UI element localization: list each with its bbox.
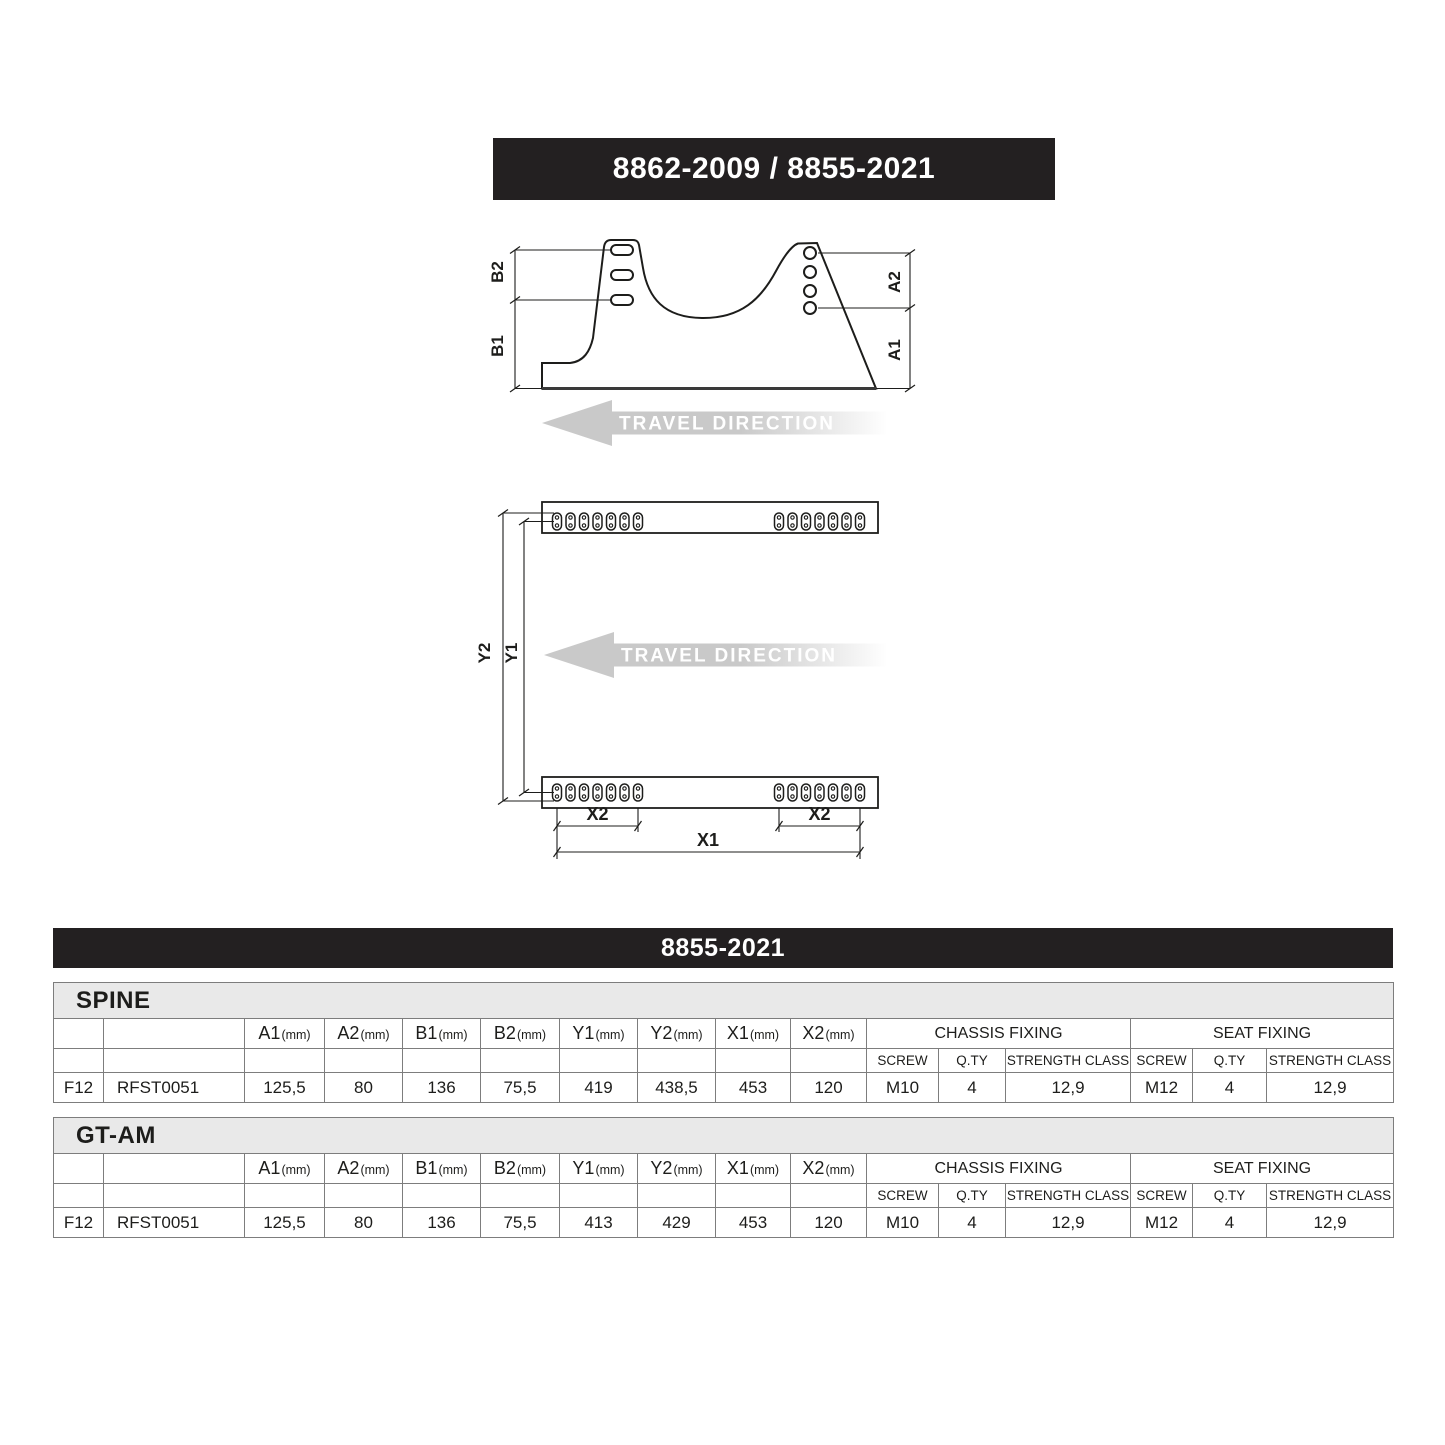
empty-cell [403, 1049, 481, 1073]
dim-key: A2 [337, 1023, 360, 1043]
cell-seat-qty: 4 [1193, 1208, 1267, 1238]
dim-unit: (mm) [595, 1028, 625, 1042]
col-header-x1 [716, 1154, 791, 1184]
spec-table-spine [53, 982, 1394, 1103]
table-subheader-row [54, 1049, 1394, 1073]
dim-unit: (mm) [825, 1163, 855, 1177]
cell-b1: 136 [403, 1073, 481, 1103]
subheader-screw: SCREW [867, 1049, 939, 1073]
empty-cell [104, 1049, 245, 1073]
col-header-seat-fixing: SEAT FIXING [1131, 1019, 1394, 1049]
dimension-label-x2-left: X2 [586, 804, 609, 824]
cell-a1: 125,5 [245, 1208, 325, 1238]
table-header-row [54, 1019, 1394, 1049]
dimension-label-a1: A1 [885, 339, 904, 361]
subheader-screw: SCREW [867, 1184, 939, 1208]
cell-chassis-screw: M10 [867, 1073, 939, 1103]
empty-cell [245, 1184, 325, 1208]
cell-code: RFST0051 [104, 1073, 245, 1103]
dim-key: B1 [415, 1023, 438, 1043]
cell-y1: 413 [560, 1208, 638, 1238]
table-title: SPINE [54, 983, 1394, 1019]
travel-direction-text: TRAVEL DIRECTION [620, 645, 838, 667]
col-header-b2 [481, 1019, 560, 1049]
dim-key: X2 [802, 1023, 825, 1043]
travel-direction-arrow [542, 400, 886, 446]
cell-x2: 120 [791, 1208, 867, 1238]
col-header-a1 [245, 1019, 325, 1049]
subheader-qty: Q.TY [939, 1049, 1006, 1073]
col-header-y1 [560, 1019, 638, 1049]
dimension-label-a2: A2 [885, 271, 904, 293]
empty-cell [560, 1184, 638, 1208]
dim-key: A2 [337, 1158, 360, 1178]
empty-cell [325, 1184, 403, 1208]
dim-key: B2 [493, 1158, 516, 1178]
cell-model: F12 [54, 1073, 104, 1103]
cell-y1: 419 [560, 1073, 638, 1103]
cell-chassis-qty: 4 [939, 1073, 1006, 1103]
col-header-b1 [403, 1019, 481, 1049]
dim-key: Y2 [650, 1023, 673, 1043]
dim-key: Y2 [650, 1158, 673, 1178]
subheader-screw: SCREW [1131, 1049, 1193, 1073]
dim-unit: (mm) [516, 1028, 547, 1042]
empty-cell [560, 1049, 638, 1073]
col-header-a1 [245, 1154, 325, 1184]
dim-unit: (mm) [673, 1163, 703, 1177]
empty-cell [54, 1019, 104, 1049]
standard-banner-bottom [53, 928, 1393, 968]
cell-b1: 136 [403, 1208, 481, 1238]
standard-banner-top [493, 138, 1055, 200]
technical-drawing [470, 230, 940, 870]
empty-cell [54, 1184, 104, 1208]
dim-key: X1 [726, 1158, 749, 1178]
dim-key: Y1 [572, 1023, 595, 1043]
empty-cell [104, 1184, 245, 1208]
col-header-a2 [325, 1019, 403, 1049]
dim-unit: (mm) [516, 1163, 547, 1177]
cell-seat-strength-class: 12,9 [1267, 1073, 1394, 1103]
cell-b2: 75,5 [481, 1073, 560, 1103]
cell-y2: 438,5 [638, 1073, 716, 1103]
dim-unit: (mm) [438, 1163, 468, 1177]
subheader-qty: Q.TY [1193, 1184, 1267, 1208]
empty-cell [481, 1049, 560, 1073]
empty-cell [54, 1049, 104, 1073]
empty-cell [403, 1184, 481, 1208]
empty-cell [104, 1154, 245, 1184]
table-row [54, 1073, 1394, 1103]
dim-unit: (mm) [281, 1163, 311, 1177]
dim-unit: (mm) [281, 1028, 311, 1042]
empty-cell [325, 1049, 403, 1073]
col-header-chassis-fixing: CHASSIS FIXING [867, 1154, 1131, 1184]
table-header-row [54, 1154, 1394, 1184]
dim-unit: (mm) [438, 1028, 468, 1042]
cell-code: RFST0051 [104, 1208, 245, 1238]
travel-direction-arrow [544, 632, 886, 678]
dim-key: Y1 [572, 1158, 595, 1178]
dimension-label-y1: Y1 [502, 642, 521, 664]
dim-key: X1 [726, 1023, 749, 1043]
dimension-b [488, 247, 611, 393]
col-header-seat-fixing: SEAT FIXING [1131, 1154, 1394, 1184]
col-header-x1 [716, 1019, 791, 1049]
dim-key: B2 [493, 1023, 516, 1043]
dim-unit: (mm) [673, 1028, 703, 1042]
cell-y2: 429 [638, 1208, 716, 1238]
empty-cell [481, 1184, 560, 1208]
dim-unit: (mm) [749, 1163, 780, 1177]
empty-cell [245, 1049, 325, 1073]
cell-chassis-strength-class: 12,9 [1006, 1073, 1131, 1103]
cell-model: F12 [54, 1208, 104, 1238]
spec-table-gt-am [53, 1117, 1394, 1238]
dimension-label-b2: B2 [488, 261, 507, 283]
table-subheader-row [54, 1184, 1394, 1208]
empty-cell [791, 1184, 867, 1208]
dim-key: B1 [415, 1158, 438, 1178]
col-header-x2 [791, 1019, 867, 1049]
empty-cell [716, 1184, 791, 1208]
subheader-qty: Q.TY [1193, 1049, 1267, 1073]
empty-cell [54, 1154, 104, 1184]
dim-key: A1 [258, 1023, 281, 1043]
col-header-b1 [403, 1154, 481, 1184]
dim-key: A1 [258, 1158, 281, 1178]
cell-chassis-strength-class: 12,9 [1006, 1208, 1131, 1238]
dimension-x [554, 804, 864, 859]
cell-seat-screw: M12 [1131, 1208, 1193, 1238]
col-header-chassis-fixing: CHASSIS FIXING [867, 1019, 1131, 1049]
cell-chassis-qty: 4 [939, 1208, 1006, 1238]
table-title: GT-AM [54, 1118, 1394, 1154]
subheader-qty: Q.TY [939, 1184, 1006, 1208]
col-header-x2 [791, 1154, 867, 1184]
dimension-label-b1: B1 [488, 335, 507, 357]
col-header-y1 [560, 1154, 638, 1184]
cell-x1: 453 [716, 1208, 791, 1238]
cell-a2: 80 [325, 1208, 403, 1238]
subheader-strength-class: STRENGTH CLASS [1267, 1049, 1394, 1073]
table-row [54, 1208, 1394, 1238]
empty-cell [104, 1019, 245, 1049]
dimension-y [475, 510, 554, 805]
cell-seat-screw: M12 [1131, 1073, 1193, 1103]
col-header-y2 [638, 1019, 716, 1049]
cell-x2: 120 [791, 1073, 867, 1103]
dim-unit: (mm) [360, 1028, 390, 1042]
subheader-strength-class: STRENGTH CLASS [1006, 1184, 1131, 1208]
cell-chassis-screw: M10 [867, 1208, 939, 1238]
plan-view-top-rail [542, 502, 878, 533]
cell-x1: 453 [716, 1073, 791, 1103]
cell-a2: 80 [325, 1073, 403, 1103]
standard-banner-bottom-text: 8855-2021 [660, 933, 786, 962]
standard-banner-top-text: 8862-2009 / 8855-2021 [612, 152, 936, 185]
table-title-row [54, 983, 1394, 1019]
empty-cell [716, 1049, 791, 1073]
dim-unit: (mm) [825, 1028, 855, 1042]
col-header-a2 [325, 1154, 403, 1184]
empty-cell [791, 1049, 867, 1073]
subheader-strength-class: STRENGTH CLASS [1006, 1049, 1131, 1073]
empty-cell [638, 1049, 716, 1073]
dim-unit: (mm) [595, 1163, 625, 1177]
dim-key: X2 [802, 1158, 825, 1178]
cell-seat-qty: 4 [1193, 1073, 1267, 1103]
dimension-label-y2: Y2 [475, 642, 494, 664]
dimension-a [818, 250, 915, 393]
subheader-screw: SCREW [1131, 1184, 1193, 1208]
dim-unit: (mm) [749, 1028, 780, 1042]
dimension-label-x2-right: X2 [808, 804, 831, 824]
subheader-strength-class: STRENGTH CLASS [1267, 1184, 1394, 1208]
cell-a1: 125,5 [245, 1073, 325, 1103]
empty-cell [638, 1184, 716, 1208]
travel-direction-text: TRAVEL DIRECTION [618, 413, 836, 435]
dim-unit: (mm) [360, 1163, 390, 1177]
cell-seat-strength-class: 12,9 [1267, 1208, 1394, 1238]
table-title-row [54, 1118, 1394, 1154]
dimension-label-x1: X1 [696, 830, 720, 850]
cell-b2: 75,5 [481, 1208, 560, 1238]
col-header-b2 [481, 1154, 560, 1184]
side-view-bracket [542, 240, 876, 389]
col-header-y2 [638, 1154, 716, 1184]
